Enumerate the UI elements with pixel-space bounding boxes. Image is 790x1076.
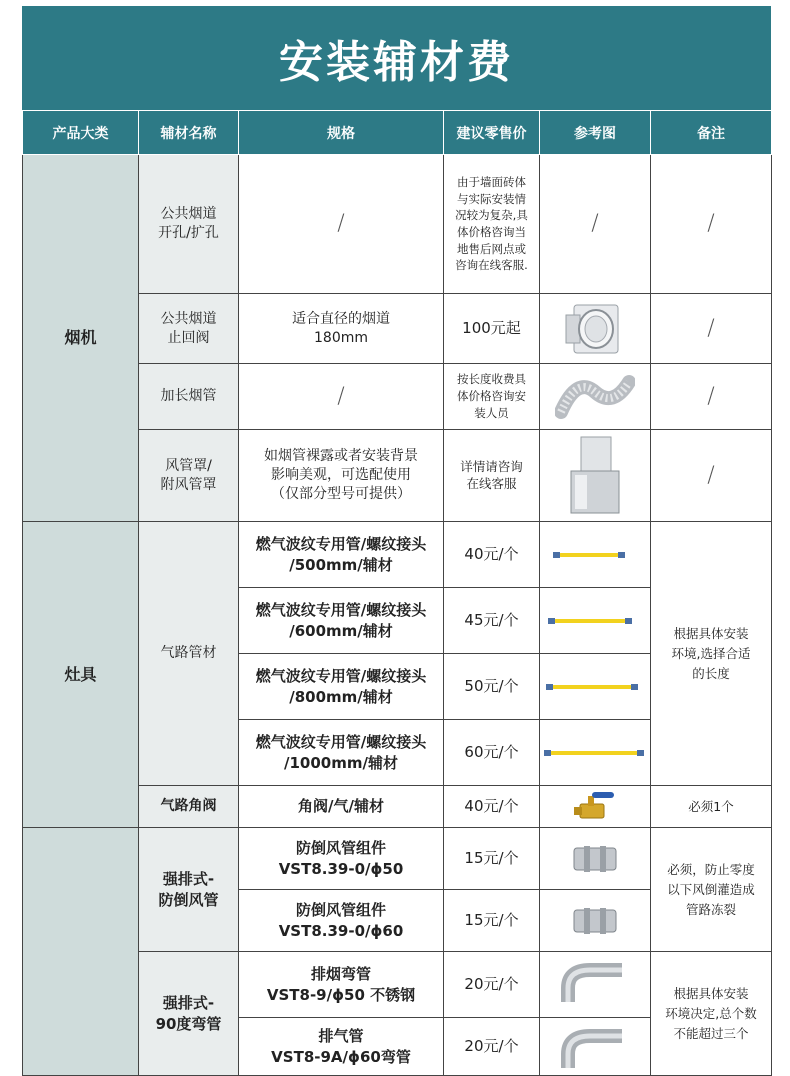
table-row bbox=[23, 522, 772, 588]
elbow-pipe-icon bbox=[560, 962, 630, 1008]
price-cell: 50元/个 bbox=[444, 654, 540, 720]
header-spec: 规格 bbox=[239, 111, 444, 155]
table-row bbox=[23, 828, 772, 890]
price-cell: 按长度收费具 体价格咨询安 装人员 bbox=[444, 364, 540, 430]
table-row bbox=[23, 155, 772, 294]
note-cell: 必须1个 bbox=[651, 786, 772, 828]
header-row bbox=[23, 111, 772, 155]
gas-hose-image bbox=[540, 654, 651, 720]
category-hood: 烟机 bbox=[23, 155, 139, 522]
price-cell: 45元/个 bbox=[444, 588, 540, 654]
check-valve-icon bbox=[560, 299, 630, 359]
spec-cell: 如烟管裸露或者安装背景 影响美观，可选配使用 （仅部分型号可提供） bbox=[239, 430, 444, 522]
price-cell: 20元/个 bbox=[444, 1018, 540, 1076]
note-cell: 根据具体安装 环境,选择合适 的长度 bbox=[651, 522, 772, 786]
spec-cell: 排气管 VST8-9A/ϕ60弯管 bbox=[239, 1018, 444, 1076]
elbow-pipe-image bbox=[540, 952, 651, 1018]
gas-hose-icon bbox=[548, 615, 642, 627]
header-note: 备注 bbox=[651, 111, 772, 155]
flexible-duct-icon bbox=[555, 372, 635, 422]
price-cell: 60元/个 bbox=[444, 720, 540, 786]
angle-valve-image bbox=[540, 786, 651, 828]
pipe-fitting-icon bbox=[570, 842, 620, 876]
note-empty: / bbox=[651, 294, 772, 364]
spec-cell: 防倒风管组件 VST8.39-0/ϕ50 bbox=[239, 828, 444, 890]
price-cell: 15元/个 bbox=[444, 890, 540, 952]
header-category: 产品大类 bbox=[23, 111, 139, 155]
spec-cell: 角阀/气/辅材 bbox=[239, 786, 444, 828]
check-valve-image bbox=[540, 294, 651, 364]
category-stove: 灶具 bbox=[23, 522, 139, 828]
price-cell: 20元/个 bbox=[444, 952, 540, 1018]
note-empty: / bbox=[651, 155, 772, 294]
elbow-pipe-icon bbox=[560, 1024, 630, 1070]
material-name: 公共烟道 开孔/扩孔 bbox=[139, 155, 239, 294]
spec-cell: 燃气波纹专用管/螺纹接头 /1000mm/辅材 bbox=[239, 720, 444, 786]
header-material-name: 辅材名称 bbox=[139, 111, 239, 155]
price-cell: 由于墙面砖体 与实际安装情 况较为复杂,具 体价格咨询当 地售后网点或 咨询在线客服. bbox=[444, 155, 540, 294]
price-cell: 详情请咨询 在线客服 bbox=[444, 430, 540, 522]
material-name: 气路角阀 bbox=[139, 786, 239, 828]
header-price: 建议零售价 bbox=[444, 111, 540, 155]
duct-cover-image bbox=[540, 430, 651, 522]
spec-empty: / bbox=[239, 364, 444, 430]
duct-cover-icon bbox=[565, 435, 625, 517]
spec-cell: 防倒风管组件 VST8.39-0/ϕ60 bbox=[239, 890, 444, 952]
note-empty: / bbox=[651, 430, 772, 522]
gas-hose-icon bbox=[544, 747, 648, 759]
gas-hose-image bbox=[540, 720, 651, 786]
page-title: 安装辅材费 bbox=[279, 37, 514, 88]
spec-cell: 适合直径的烟道 180mm bbox=[239, 294, 444, 364]
price-cell: 40元/个 bbox=[444, 786, 540, 828]
spec-cell: 燃气波纹专用管/螺纹接头 /600mm/辅材 bbox=[239, 588, 444, 654]
gas-hose-image bbox=[540, 588, 651, 654]
image-empty: / bbox=[540, 155, 651, 294]
material-name: 气路管材 bbox=[139, 522, 239, 786]
anti-backdraft-pipe-image bbox=[540, 890, 651, 952]
price-cell: 100元起 bbox=[444, 294, 540, 364]
material-name: 强排式- 防倒风管 bbox=[139, 828, 239, 952]
category-blank bbox=[23, 828, 139, 1076]
note-cell: 必须，防止零度 以下风倒灌造成 管路冻裂 bbox=[651, 828, 772, 952]
spec-cell: 排烟弯管 VST8-9/ϕ50 不锈钢 bbox=[239, 952, 444, 1018]
spec-cell: 燃气波纹专用管/螺纹接头 /800mm/辅材 bbox=[239, 654, 444, 720]
material-name: 公共烟道 止回阀 bbox=[139, 294, 239, 364]
material-name: 风管罩/ 附风管罩 bbox=[139, 430, 239, 522]
gas-hose-image bbox=[540, 522, 651, 588]
spec-cell: 燃气波纹专用管/螺纹接头 /500mm/辅材 bbox=[239, 522, 444, 588]
note-cell: 根据具体安装 环境决定,总个数 不能超过三个 bbox=[651, 952, 772, 1076]
pipe-fitting-icon bbox=[570, 904, 620, 938]
material-name: 强排式- 90度弯管 bbox=[139, 952, 239, 1076]
title-banner bbox=[22, 6, 771, 110]
accessory-fee-table bbox=[22, 110, 772, 1076]
gas-hose-icon bbox=[553, 549, 637, 561]
price-cell: 40元/个 bbox=[444, 522, 540, 588]
angle-valve-icon bbox=[570, 790, 620, 824]
spec-empty: / bbox=[239, 155, 444, 294]
anti-backdraft-pipe-image bbox=[540, 828, 651, 890]
price-cell: 15元/个 bbox=[444, 828, 540, 890]
note-empty: / bbox=[651, 364, 772, 430]
flexible-duct-image bbox=[540, 364, 651, 430]
elbow-pipe-image bbox=[540, 1018, 651, 1076]
material-name: 加长烟管 bbox=[139, 364, 239, 430]
header-reference-image: 参考图 bbox=[540, 111, 651, 155]
gas-hose-icon bbox=[546, 681, 644, 693]
